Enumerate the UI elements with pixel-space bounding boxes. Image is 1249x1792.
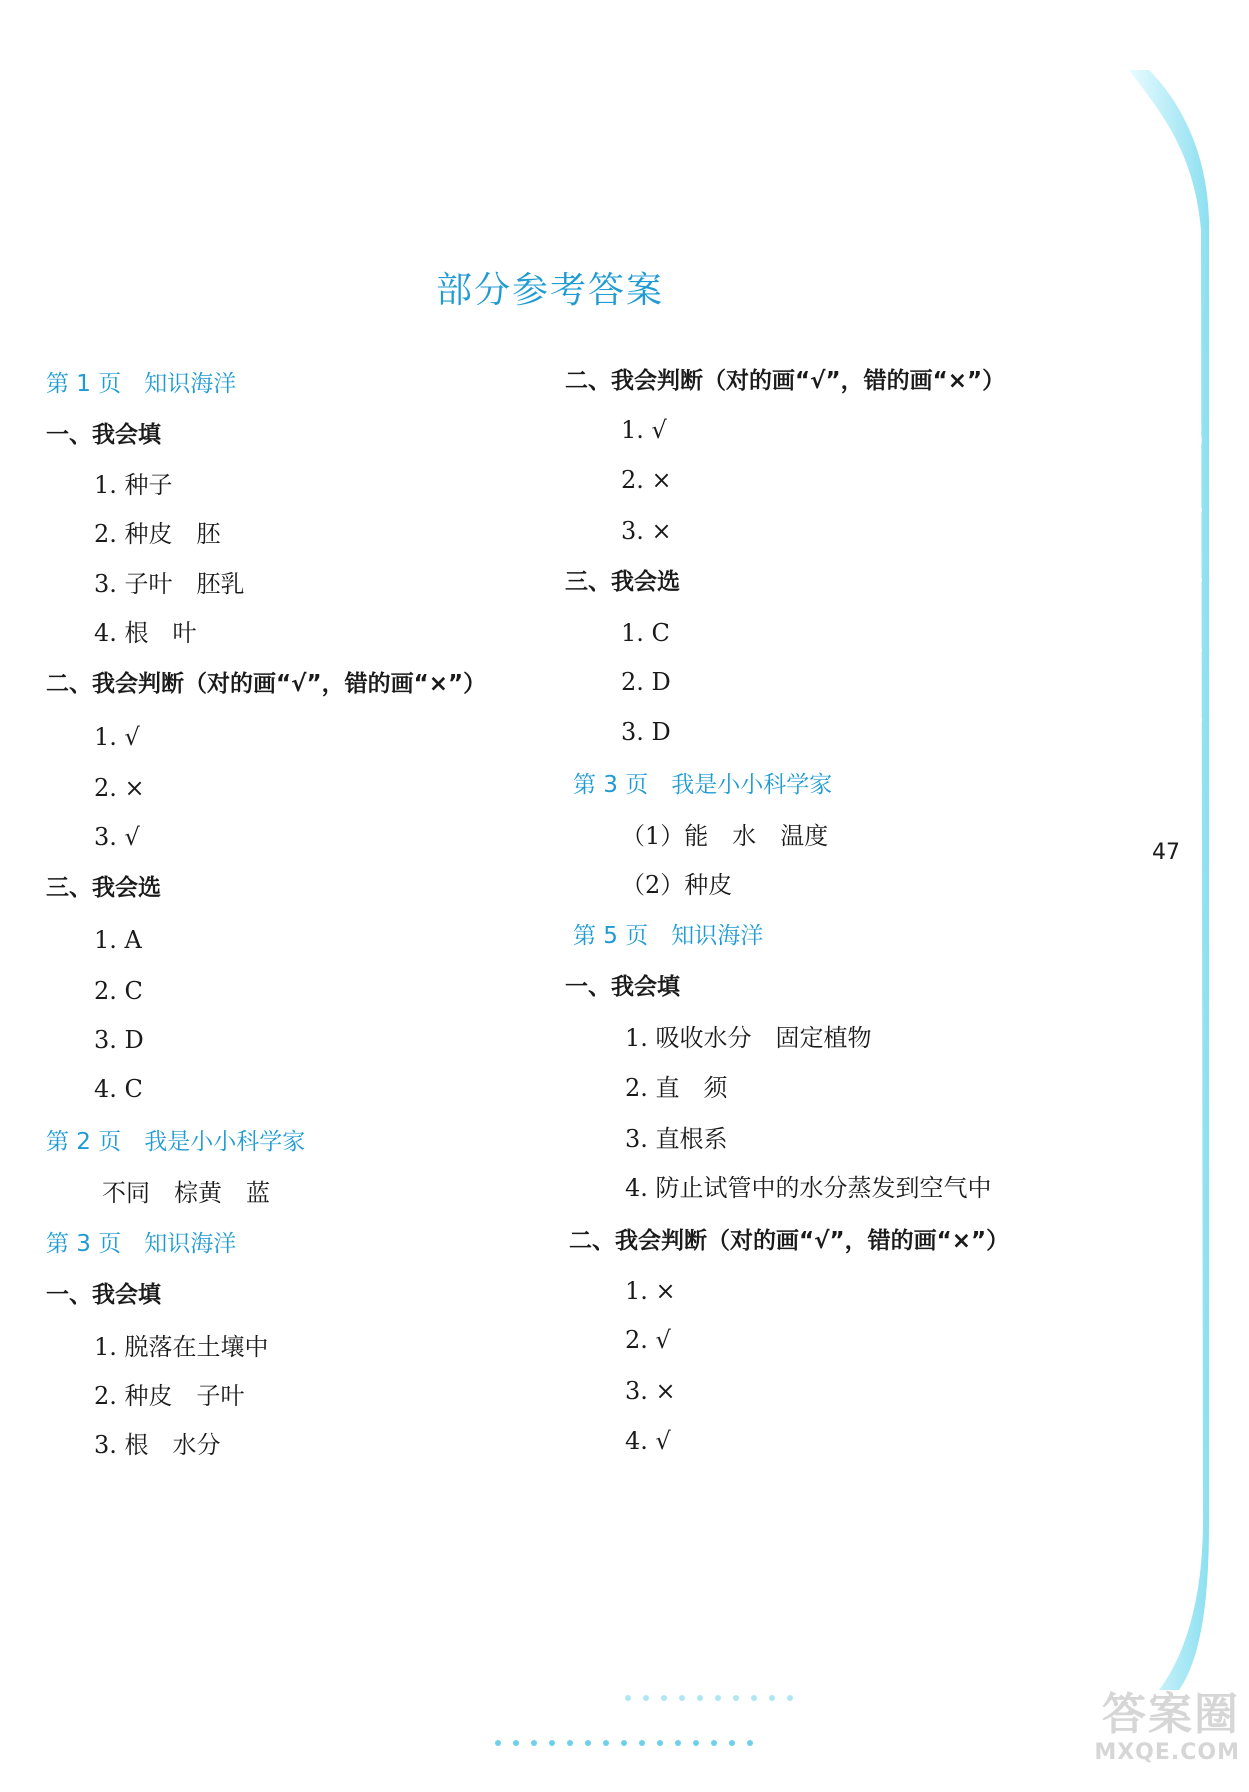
watermark-url: MXQE.COM bbox=[1094, 1740, 1240, 1765]
section-title: 第 1 页 知识海洋 bbox=[46, 371, 237, 397]
answer-line: 2. 种皮 子叶 bbox=[94, 1382, 245, 1410]
answer-line: 4. √ bbox=[625, 1427, 671, 1455]
answer-line: 3. D bbox=[621, 718, 671, 746]
answer-line: 4. C bbox=[94, 1075, 143, 1103]
page-number: 47 bbox=[1152, 840, 1180, 865]
answer-line: （2）种皮 bbox=[621, 871, 733, 899]
answer-line: 1. C bbox=[621, 619, 670, 647]
question-heading: 三、我会选 bbox=[565, 569, 680, 595]
section-title: 第 2 页 我是小小科学家 bbox=[46, 1129, 306, 1155]
answer-line: 3. 子叶 胚乳 bbox=[94, 570, 245, 598]
answer-line: 1. 种子 bbox=[94, 471, 173, 499]
answer-line: 1. √ bbox=[621, 416, 667, 444]
answer-line: 1. 脱落在土壤中 bbox=[94, 1333, 269, 1361]
decorative-dots-top bbox=[625, 1695, 793, 1701]
question-heading: 一、我会填 bbox=[565, 974, 680, 1000]
answer-line: 1. √ bbox=[94, 723, 140, 751]
answer-line: 3. × bbox=[621, 517, 672, 545]
answer-line: 3. 直根系 bbox=[625, 1125, 728, 1153]
answer-line: 2. 种皮 胚 bbox=[94, 520, 221, 548]
decorative-dots-bottom bbox=[495, 1740, 753, 1746]
question-heading: 二、我会判断（对的画“√”，错的画“×”） bbox=[565, 368, 1006, 394]
answer-line: 4. 防止试管中的水分蒸发到空气中 bbox=[625, 1174, 992, 1202]
answer-line: 2. √ bbox=[625, 1326, 671, 1354]
watermark bbox=[1020, 1690, 1240, 1765]
answer-line: 2. C bbox=[94, 977, 143, 1005]
question-heading: 二、我会判断（对的画“√”，错的画“×”） bbox=[569, 1228, 1010, 1254]
answer-line: 不同 棕黄 蓝 bbox=[102, 1179, 270, 1207]
page-title: 部分参考答案 bbox=[435, 270, 664, 311]
section-title: 第 3 页 知识海洋 bbox=[46, 1231, 237, 1257]
answer-line: 2. 直 须 bbox=[625, 1074, 728, 1102]
answer-line: 3. 根 水分 bbox=[94, 1431, 221, 1459]
question-heading: 二、我会判断（对的画“√”，错的画“×”） bbox=[46, 671, 487, 697]
answer-line: 3. D bbox=[94, 1026, 144, 1054]
answer-line: （1）能 水 温度 bbox=[621, 822, 829, 850]
section-title: 第 5 页 知识海洋 bbox=[573, 923, 764, 949]
answer-line: 2. × bbox=[621, 466, 672, 494]
question-heading: 三、我会选 bbox=[46, 875, 161, 901]
answer-line: 2. × bbox=[94, 774, 145, 802]
section-title: 第 3 页 我是小小科学家 bbox=[573, 772, 833, 798]
answer-line: 4. 根 叶 bbox=[94, 619, 197, 647]
side-decoration bbox=[1119, 70, 1209, 1690]
answer-line: 2. D bbox=[621, 668, 671, 696]
answer-line: 1. × bbox=[625, 1277, 676, 1305]
watermark-logo-text: 答案圈 bbox=[1102, 1689, 1240, 1740]
answer-line: 1. A bbox=[94, 926, 142, 954]
answer-line: 1. 吸收水分 固定植物 bbox=[625, 1024, 872, 1052]
answer-line: 3. √ bbox=[94, 823, 140, 851]
question-heading: 一、我会填 bbox=[46, 1282, 161, 1308]
question-heading: 一、我会填 bbox=[46, 422, 161, 448]
answer-line: 3. × bbox=[625, 1377, 676, 1405]
